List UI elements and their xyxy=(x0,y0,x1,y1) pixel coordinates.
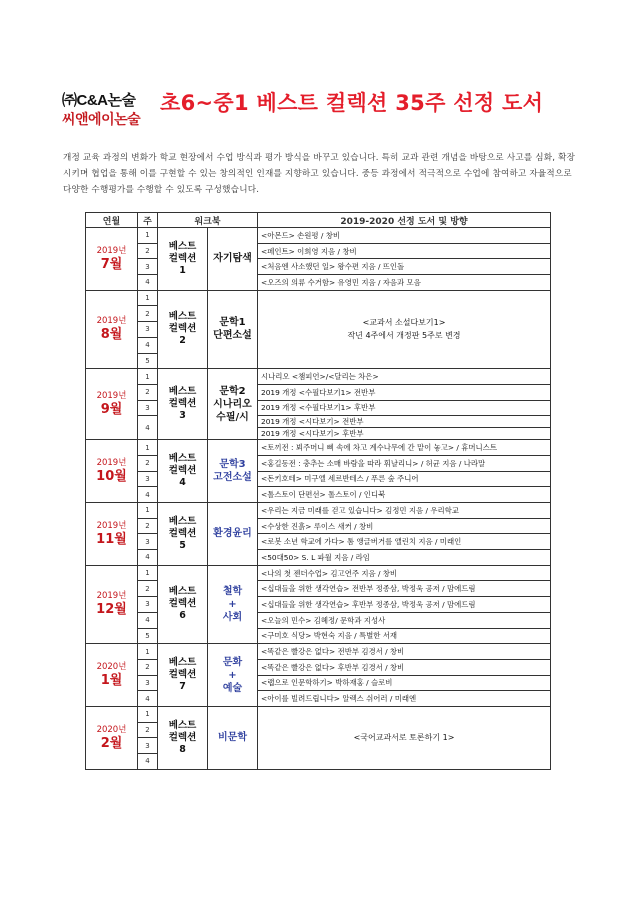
table-row xyxy=(86,628,551,644)
month-label: 7월 xyxy=(100,256,123,272)
series-line: 컬렉션 xyxy=(168,731,197,743)
book-entry: <홍길동전 : 충추는 소매 바람을 따라 휘날리니> / 허균 지음 / 나라말 xyxy=(258,455,551,471)
book-entry: <토끼전 : 뵈주머니 삐 속에 차고 계수나무에 간 맡이 놓고> / 휴머니스트 xyxy=(258,440,551,456)
week-number: 4 xyxy=(138,612,158,628)
table-row xyxy=(86,581,551,597)
topic-line: 단편소설 xyxy=(213,330,252,342)
info-line: <교과서 소설다보기1> xyxy=(362,318,446,328)
table-row xyxy=(86,550,551,566)
week-number: 3 xyxy=(138,675,158,691)
table-row xyxy=(86,369,551,385)
intro-paragraph: 개정 교육 과정의 변화가 학교 현장에서 수업 방식과 평가 방식을 바꾸고 있습니다. 특히 교과 관련 개념을 바탕으로 사고를 심화, 확장시키며 협업을 통해 이를 구현할 수 있는 창의적인 인재를 지향하고 있습니다. 중등 과정에서 적극적으로 수업에 참여하고 자율적으로 다양한 수행평가를 수행할 수 있도록 구성했습니다. xyxy=(63,153,576,195)
series-line: 베스트 xyxy=(168,311,197,323)
week-number: 3 xyxy=(138,738,158,754)
header-month: 연월 xyxy=(86,213,138,228)
series-line: 컬렉션 xyxy=(168,598,197,610)
topic-line: 환경윤리 xyxy=(213,528,252,540)
company-logo xyxy=(62,92,144,132)
series-line: 컬렉션 xyxy=(168,323,197,335)
book-entry: <십대들을 위한 생각연습> 전반부 정종삼, 박정욱 공저 / 맘에드림 xyxy=(258,581,551,597)
topic-line: 수필/시 xyxy=(216,411,249,423)
week-number: 2 xyxy=(138,384,158,400)
book-entry: <오즈의 의류 수거함> 유영민 지음 / 자음과 모음 xyxy=(258,275,551,291)
week-number: 2 xyxy=(138,306,158,322)
book-info xyxy=(258,290,551,368)
week-number: 4 xyxy=(138,416,158,440)
week-number: 4 xyxy=(138,487,158,503)
workbook-series xyxy=(158,290,208,368)
book-entry: <처음엔 사소했던 일> 왕수편 지음 / 뜨인돌 xyxy=(258,259,551,275)
week-number: 3 xyxy=(138,322,158,338)
year-label: 2019년 xyxy=(96,391,127,402)
topic-line: + xyxy=(228,669,237,681)
week-number: 1 xyxy=(138,369,158,385)
week-number: 2 xyxy=(138,518,158,534)
series-line: 베스트 xyxy=(168,515,197,527)
table-row xyxy=(86,471,551,487)
workbook-topic xyxy=(208,228,258,291)
series-line: 컬렉션 xyxy=(168,398,197,410)
series-line: 4 xyxy=(179,477,186,489)
topic-line: 예술 xyxy=(222,682,243,694)
series-line: 컬렉션 xyxy=(168,527,197,539)
week-number: 2 xyxy=(138,659,158,675)
workbook-topic xyxy=(208,565,258,643)
header xyxy=(62,88,582,132)
month-label: 12월 xyxy=(96,602,127,618)
week-number: 3 xyxy=(138,534,158,550)
table-row xyxy=(86,455,551,471)
week-number: 4 xyxy=(138,550,158,566)
series-line: 컬렉션 xyxy=(168,465,197,477)
week-number: 2 xyxy=(138,243,158,259)
table-row xyxy=(86,675,551,691)
series-line: 베스트 xyxy=(168,657,197,669)
table-row xyxy=(86,400,551,416)
month-cell xyxy=(86,503,138,566)
workbook-series xyxy=(158,503,208,566)
month-cell xyxy=(86,369,138,440)
month-label: 2월 xyxy=(100,735,123,751)
table-row xyxy=(86,534,551,550)
series-line: 8 xyxy=(179,743,186,755)
week-number: 5 xyxy=(138,628,158,644)
month-label: 9월 xyxy=(100,402,123,418)
month-cell xyxy=(86,228,138,291)
week-number: 4 xyxy=(138,275,158,291)
series-line: 2 xyxy=(179,335,186,347)
topic-line: 자기탐색 xyxy=(213,253,252,265)
series-line: 7 xyxy=(179,681,186,693)
topic-line: 사회 xyxy=(222,611,243,623)
topic-line: 문학3 xyxy=(219,459,246,471)
topic-line: 시나리오 xyxy=(213,398,252,410)
topic-line: 철학 xyxy=(222,585,243,597)
week-number: 2 xyxy=(138,455,158,471)
year-label: 2019년 xyxy=(96,520,127,531)
month-cell xyxy=(86,290,138,368)
book-entry: <돈키호테> 미구엘 세르반테스 / 푸른 숲 주니어 xyxy=(258,471,551,487)
book-entry: <아몬드> 손원평 / 창비 xyxy=(258,228,551,244)
book-entry: <구미호 식당> 박현숙 지음 / 특별한 서재 xyxy=(258,628,551,644)
book-entry: <톨스토이 단편선> 톨스토이 / 인디북 xyxy=(258,487,551,503)
week-number: 5 xyxy=(138,353,158,369)
series-line: 3 xyxy=(179,410,186,422)
workbook-topic xyxy=(208,706,258,769)
logo-sub-text: 씨앤에이논술 xyxy=(62,111,141,127)
book-entry: <아이를 빌려드립니다> 알렉스 쉬어러 / 미래엔 xyxy=(258,691,551,707)
book-entry: <똑같은 빨강은 없다> 전반부 김경서 / 창비 xyxy=(258,644,551,660)
topic-line: + xyxy=(228,598,237,610)
series-line: 베스트 xyxy=(168,719,197,731)
week-number: 1 xyxy=(138,644,158,660)
series-line: 베스트 xyxy=(168,240,197,252)
book-entry: <로봇 소년 학교에 가다> 톰 앵글버거를 앨린치 지음 / 미래인 xyxy=(258,534,551,550)
book-entry: 2019 개정 <시다보기> 후반부 xyxy=(258,428,551,440)
week-number: 1 xyxy=(138,290,158,306)
table-row xyxy=(86,228,551,244)
series-line: 5 xyxy=(179,539,186,551)
table-row xyxy=(86,416,551,428)
table-row xyxy=(86,384,551,400)
workbook-topic xyxy=(208,503,258,566)
series-line: 베스트 xyxy=(168,453,197,465)
workbook-topic xyxy=(208,440,258,503)
book-entry: 2019 개정 <시다보기> 전반부 xyxy=(258,416,551,428)
topic-line: 비문학 xyxy=(218,732,247,744)
table-row xyxy=(86,565,551,581)
topic-line: 고전소설 xyxy=(213,472,252,484)
year-label: 2019년 xyxy=(96,458,127,469)
table-row xyxy=(86,503,551,519)
book-entry: <50대50> S. L 파월 지음 / 라임 xyxy=(258,550,551,566)
year-label: 2020년 xyxy=(96,724,127,735)
workbook-series xyxy=(158,706,208,769)
table-row xyxy=(86,644,551,660)
series-line: 컬렉션 xyxy=(168,669,197,681)
week-number: 3 xyxy=(138,597,158,613)
topic-line: 문화 xyxy=(222,656,243,668)
table-row xyxy=(86,275,551,291)
week-number: 1 xyxy=(138,440,158,456)
week-number: 1 xyxy=(138,503,158,519)
info-line: 작년 4주에서 개정판 5주로 변경 xyxy=(347,331,461,341)
week-number: 2 xyxy=(138,581,158,597)
topic-line: 문학1 xyxy=(219,317,246,329)
series-line: 베스트 xyxy=(168,586,197,598)
month-cell xyxy=(86,706,138,769)
week-number: 3 xyxy=(138,259,158,275)
book-entry: <십대들을 위한 생각연습> 후반부 정종삼, 박정욱 공저 / 맘에드림 xyxy=(258,597,551,613)
header-workbook: 워크북 xyxy=(158,213,258,228)
workbook-series xyxy=(158,369,208,440)
table-row xyxy=(86,243,551,259)
book-entry: <페인트> 이희영 지음 / 창비 xyxy=(258,243,551,259)
header-week: 주 xyxy=(138,213,158,228)
year-label: 2019년 xyxy=(96,591,127,602)
book-entry: <똑같은 빨강은 없다> 후반부 김경서 / 창비 xyxy=(258,659,551,675)
month-label: 1월 xyxy=(100,673,123,689)
header-books: 2019-2020 선정 도서 및 방향 xyxy=(258,213,551,228)
series-line: 1 xyxy=(179,264,186,276)
book-entry: <랩으로 인문학하기> 박하재홍 / 슬로비 xyxy=(258,675,551,691)
book-entry: 2019 개정 <수필다보기1> 후반부 xyxy=(258,400,551,416)
table-row xyxy=(86,259,551,275)
page-title: 초6~중1 베스트 컬렉션 35주 선정 도서 xyxy=(160,91,544,115)
table-row xyxy=(86,487,551,503)
table-row xyxy=(86,597,551,613)
series-line: 컬렉션 xyxy=(168,252,197,264)
week-number: 4 xyxy=(138,754,158,770)
book-entry: <우리는 지금 미래를 걷고 있습니다> 김정민 지음 / 우리학교 xyxy=(258,503,551,519)
workbook-topic xyxy=(208,290,258,368)
series-line: 6 xyxy=(179,610,186,622)
workbook-topic xyxy=(208,369,258,440)
week-number: 4 xyxy=(138,337,158,353)
book-entry: <오늘의 민수> 김혜정/ 문학과 지성사 xyxy=(258,612,551,628)
table-row xyxy=(86,659,551,675)
year-label: 2020년 xyxy=(96,662,127,673)
book-entry: 시나리오 <챔피언>/<달리는 차은> xyxy=(258,369,551,385)
workbook-topic xyxy=(208,644,258,707)
month-label: 8월 xyxy=(100,327,123,343)
workbook-series xyxy=(158,644,208,707)
month-cell xyxy=(86,565,138,643)
year-label: 2019년 xyxy=(96,245,127,256)
week-number: 1 xyxy=(138,228,158,244)
logo-top-text: ㈜C&A논술 xyxy=(62,92,136,109)
workbook-series xyxy=(158,565,208,643)
book-entry: <나의 첫 젠더수업> 김고연주 지음 / 창비 xyxy=(258,565,551,581)
year-label: 2019년 xyxy=(96,316,127,327)
table-row xyxy=(86,440,551,456)
table-row xyxy=(86,518,551,534)
week-number: 1 xyxy=(138,706,158,722)
table-header-row xyxy=(86,213,551,228)
week-number: 1 xyxy=(138,565,158,581)
book-entry: <수상한 진흙> 루이스 새커 / 창비 xyxy=(258,518,551,534)
workbook-series xyxy=(158,440,208,503)
reading-list-table xyxy=(85,212,551,770)
month-cell xyxy=(86,440,138,503)
series-line: 베스트 xyxy=(168,386,197,398)
week-number: 3 xyxy=(138,471,158,487)
info-line: <국어교과서로 토론하기 1> xyxy=(353,733,455,743)
month-cell xyxy=(86,644,138,707)
week-number: 4 xyxy=(138,691,158,707)
week-number: 2 xyxy=(138,722,158,738)
topic-line: 문학2 xyxy=(219,385,246,397)
week-number: 3 xyxy=(138,400,158,416)
table-row xyxy=(86,706,551,722)
table-row xyxy=(86,612,551,628)
book-info xyxy=(258,706,551,769)
table-row xyxy=(86,691,551,707)
table-row xyxy=(86,290,551,306)
workbook-series xyxy=(158,228,208,291)
month-label: 10월 xyxy=(96,469,127,485)
book-entry: 2019 개정 <수필다보기1> 전반부 xyxy=(258,384,551,400)
month-label: 11월 xyxy=(96,531,127,547)
